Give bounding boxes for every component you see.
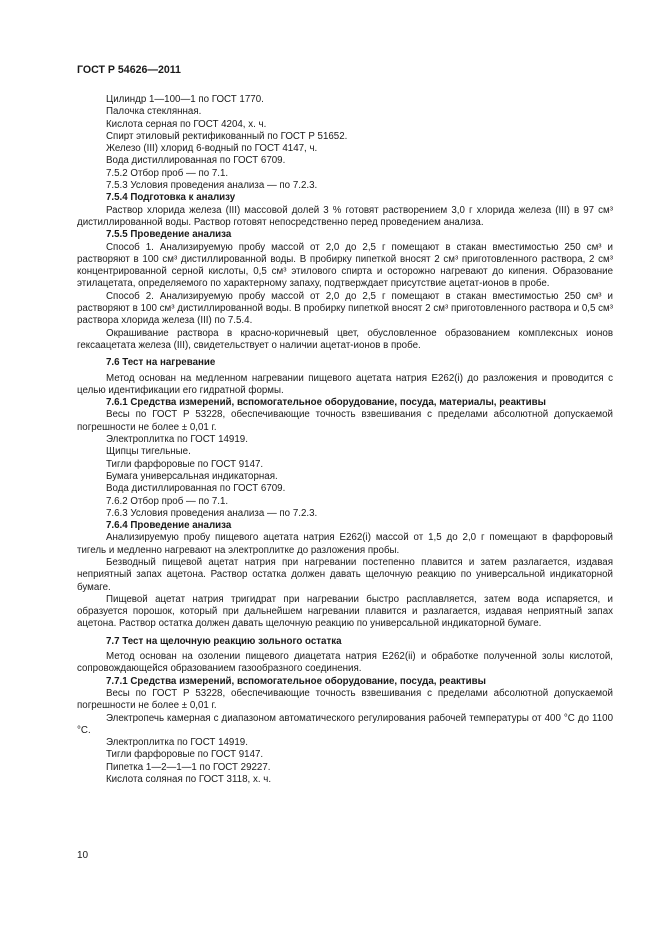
paragraph: Способ 1. Анализируемую пробу массой от 2,0 до 2,5 г помещают в стакан вместимостью 250 см³ и растворяют в 100 см³ дистиллированной воды. В пробирку пипеткой вносят 2 см³ приготовленного раствора, 2 см³ концентрированной серной кислоты, 0,5 см³ этилового спирта и осторожно нагревают до кипения. Образование этилацетата, определяемого по характерному запаху, подтверждает присутствие ацетат-ионов в пробе.: [77, 241, 613, 290]
paragraph: Анализируемую пробу пищевого ацетата натрия Е262(i) массой от 1,5 до 2,0 г помещают в фарфоровый тигель и медленно нагревают на электроплитке до разложения пробы.: [77, 532, 613, 556]
section-heading: 7.5.5 Проведение анализа: [106, 229, 232, 241]
paragraph: Пищевой ацетат натрия тригидрат при нагревании быстро расплавляется, затем вода испаряется, и образуется порошок, который при дальнейшем нагревании плавится и разлагается, издавая неприятный запах ацетона. Раствор остатка должен давать щелочную реакцию по универсальной индикаторной бумаге.: [77, 593, 613, 630]
paragraph: Безводный пищевой ацетат натрия при нагревании постепенно плавится и затем разлагается, издавая неприятный запах ацетона. Раствор остатка должен давать щелочную реакцию по универсальной индикаторной бумаге.: [77, 556, 613, 593]
text-line: Палочка стеклянная.: [106, 106, 202, 118]
paragraph: Электропечь камерная с диапазоном автоматического регулирования рабочей температуры от 400 °С до 1100 °С.: [77, 712, 613, 736]
section-heading: 7.7 Тест на щелочную реакцию зольного остатка: [106, 635, 342, 647]
text-line: Тигли фарфоровые по ГОСТ 9147.: [106, 749, 264, 761]
text-line: Спирт этиловый ректификованный по ГОСТ Р 51652.: [106, 130, 348, 142]
text-line: Электроплитка по ГОСТ 14919.: [106, 434, 248, 446]
paragraph: Метод основан на медленном нагревании пищевого ацетата натрия Е262(i) до разложения и проводится с целью идентификации его гидратной формы.: [77, 372, 613, 396]
text-line: Кислота соляная по ГОСТ 3118, х. ч.: [106, 774, 272, 786]
text-line: Цилиндр 1—100—1 по ГОСТ 1770.: [106, 94, 264, 105]
section-heading: 7.7.1 Средства измерений, вспомогательное оборудование, посуда, реактивы: [106, 675, 486, 687]
text-line: Пипетка 1—2—1—1 по ГОСТ 29227.: [106, 761, 271, 773]
paragraph: Окрашивание раствора в красно-коричневый цвет, обусловленное образованием комплексных ионов гексаацетата железа (III), свидетельствует о наличии ацетат-ионов в пробе.: [77, 327, 613, 351]
text-line: Вода дистиллированная по ГОСТ 6709.: [106, 483, 286, 495]
text-line: Щипцы тигельные.: [106, 446, 191, 458]
document-header: ГОСТ Р 54626—2011: [77, 64, 181, 76]
text-line: 7.6.2 Отбор проб — по 7.1.: [106, 495, 229, 507]
paragraph: Способ 2. Анализируемую пробу массой от 2,0 до 2,5 г помещают в стакан вместимостью 250 см³ и растворяют в 100 см³ дистиллированной воды. В пробирку пипеткой вносят 2 см³ приготовленного раствора и 0,5 см³ раствора хлорида железа (III) по 7.5.4.: [77, 290, 613, 327]
text-line: Электроплитка по ГОСТ 14919.: [106, 737, 248, 749]
section-heading: 7.6.4 Проведение анализа: [106, 520, 232, 532]
section-heading: 7.6.1 Средства измерений, вспомогательное оборудование, посуда, материалы, реактивы: [106, 397, 546, 409]
paragraph: Весы по ГОСТ Р 53228, обеспечивающие точность взвешивания с пределами абсолютной допускаемой погрешности не более ± 0,01 г.: [77, 409, 613, 433]
paragraph: Раствор хлорида железа (III) массовой долей 3 % готовят растворением 3,0 г хлорида железа (III) в 97 см³ дистиллированной воды. Раствор готовят непосредственно перед проведением анализа.: [77, 204, 613, 228]
text-line: Железо (III) хлорид 6-водный по ГОСТ 4147, ч.: [106, 143, 318, 155]
text-line: 7.5.2 Отбор проб — по 7.1.: [106, 167, 229, 179]
text-line: 7.6.3 Условия проведения анализа — по 7.2.3.: [106, 507, 318, 519]
text-line: Кислота серная по ГОСТ 4204, х. ч.: [106, 118, 267, 130]
section-heading: 7.5.4 Подготовка к анализу: [106, 192, 236, 204]
text-line: Вода дистиллированная по ГОСТ 6709.: [106, 155, 286, 167]
document-body: [77, 94, 613, 786]
section-heading: 7.6 Тест на нагревание: [106, 357, 216, 369]
paragraph: Весы по ГОСТ Р 53228, обеспечивающие точность взвешивания с пределами абсолютной допускаемой погрешности не более ± 0,01 г.: [77, 687, 613, 712]
page-number: 10: [77, 850, 89, 861]
text-line: Тигли фарфоровые по ГОСТ 9147.: [106, 458, 264, 470]
text-line: 7.5.3 Условия проведения анализа — по 7.2.3.: [106, 180, 318, 192]
paragraph: Метод основан на озолении пищевого диацетата натрия Е262(ii) и обработке полученной золы кислотой, сопровождающейся образованием газообразного соединения.: [77, 651, 613, 675]
text-line: Бумага универсальная индикаторная.: [106, 470, 278, 482]
